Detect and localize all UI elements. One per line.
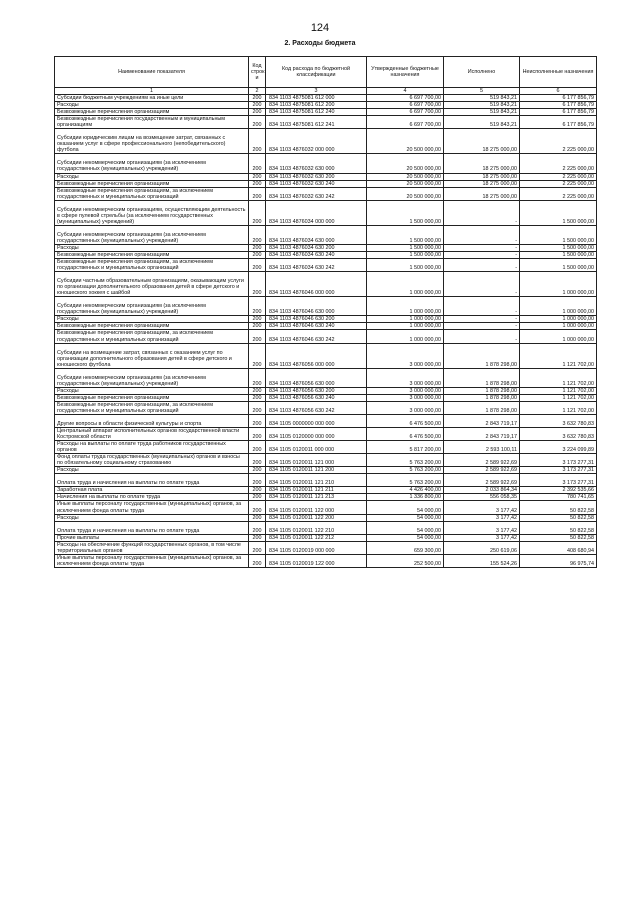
row-classification: 834 1105 0120011 121 000 — [266, 454, 367, 467]
row-unexecuted: 1 121 702,00 — [520, 368, 597, 387]
row-name: Субсидии некоммерческим организациям, осуществляющим деятельность в сфере пулевой стрельбы (за исключением государственных (муниципальных) учреждений) — [55, 200, 249, 225]
table-body — [55, 95, 597, 568]
row-code: 200 — [249, 272, 266, 297]
column-number: 5 — [444, 88, 520, 95]
row-executed: 18 275 000,00 — [444, 180, 520, 187]
row-executed: - — [444, 316, 520, 323]
row-classification: 834 1105 0120011 122 212 — [266, 534, 367, 541]
row-code: 200 — [249, 474, 266, 487]
row-classification: 834 1103 4875081 612 240 — [266, 109, 367, 116]
row-classification: 834 1103 4876034 630 242 — [266, 259, 367, 272]
row-unexecuted: 1 500 000,00 — [520, 244, 597, 251]
row-name: Прочие выплаты — [55, 534, 249, 541]
table-row — [55, 116, 597, 129]
expenses-table — [54, 56, 597, 568]
table-row — [55, 494, 597, 501]
row-code: 200 — [249, 323, 266, 330]
row-unexecuted: 1 121 702,00 — [520, 401, 597, 414]
row-executed: - — [444, 323, 520, 330]
row-unexecuted: 2 225 000,00 — [520, 129, 597, 154]
header-row — [55, 57, 597, 88]
row-classification: 834 1103 4876034 630 240 — [266, 251, 367, 258]
table-row — [55, 200, 597, 225]
row-approved: 3 000 000,00 — [367, 368, 444, 387]
row-executed: 250 619,06 — [444, 541, 520, 554]
table-row — [55, 225, 597, 244]
row-code: 200 — [249, 173, 266, 180]
row-approved: 1 000 000,00 — [367, 316, 444, 323]
row-classification: 834 1103 4876046 630 000 — [266, 297, 367, 316]
column-number: 4 — [367, 88, 444, 95]
row-code: 200 — [249, 368, 266, 387]
row-unexecuted: 3 224 099,89 — [520, 441, 597, 454]
row-executed: - — [444, 200, 520, 225]
row-name: Субсидии на возмещение затрат, связанных с оказанием услуг по организации дополнительного образования детей в сфере детского и юношеского футбола — [55, 343, 249, 368]
row-approved: 3 000 000,00 — [367, 401, 444, 414]
row-code: 200 — [249, 387, 266, 394]
row-executed: 2 589 922,69 — [444, 474, 520, 487]
table-row — [55, 330, 597, 343]
row-code: 200 — [249, 534, 266, 541]
row-executed: 3 177,42 — [444, 501, 520, 514]
table-row — [55, 180, 597, 187]
row-unexecuted: 50 822,58 — [520, 514, 597, 521]
row-name: Безвозмездные перечисления государственным и муниципальным организациям — [55, 116, 249, 129]
row-classification: 834 1103 4876056 630 000 — [266, 368, 367, 387]
table-row — [55, 109, 597, 116]
column-number: 6 — [520, 88, 597, 95]
row-approved: 1 000 000,00 — [367, 272, 444, 297]
row-unexecuted: 2 225 000,00 — [520, 187, 597, 200]
row-unexecuted: 96 975,74 — [520, 554, 597, 567]
row-name: Фонд оплаты труда государственных (муниципальных) органов и взносы по обязательному социальному страхованию — [55, 454, 249, 467]
row-name: Субсидии бюджетным учреждениям на иные цели — [55, 95, 249, 102]
row-approved: 20 500 000,00 — [367, 129, 444, 154]
row-unexecuted: 1 000 000,00 — [520, 316, 597, 323]
header-approved: Утвержденные бюджетные назначения — [367, 57, 444, 88]
row-code: 200 — [249, 251, 266, 258]
row-name: Безвозмездные перечисления организациям — [55, 180, 249, 187]
table-row — [55, 541, 597, 554]
row-unexecuted: 6 177 856,79 — [520, 95, 597, 102]
row-approved: 1 000 000,00 — [367, 330, 444, 343]
row-classification: 834 1103 4876034 630 000 — [266, 225, 367, 244]
header-classification: Код расхода по бюджетной классификации — [266, 57, 367, 88]
row-approved: 252 500,00 — [367, 554, 444, 567]
table-row — [55, 514, 597, 521]
table-row — [55, 454, 597, 467]
row-code: 200 — [249, 441, 266, 454]
row-approved: 1 500 000,00 — [367, 225, 444, 244]
row-name: Оплата труда и начисления на выплаты по оплате труда — [55, 521, 249, 534]
table-row — [55, 368, 597, 387]
row-name: Безвозмездные перечисления организациям, за исключением государственных и муниципальных организаций — [55, 259, 249, 272]
row-name: Расходы на выплаты по оплате труда работников государственных органов — [55, 441, 249, 454]
row-executed: 18 275 000,00 — [444, 129, 520, 154]
row-code: 200 — [249, 180, 266, 187]
row-code: 200 — [249, 102, 266, 109]
row-name: Расходы — [55, 387, 249, 394]
row-code: 200 — [249, 414, 266, 427]
row-executed: - — [444, 330, 520, 343]
row-classification: 834 1103 4876032 000 000 — [266, 129, 367, 154]
row-classification: 834 1103 4875081 612 241 — [266, 116, 367, 129]
row-unexecuted: 1 500 000,00 — [520, 225, 597, 244]
row-classification: 834 1103 4876046 630 240 — [266, 323, 367, 330]
row-name: Безвозмездные перечисления организациям — [55, 394, 249, 401]
row-unexecuted: 2 225 000,00 — [520, 173, 597, 180]
table-row — [55, 154, 597, 173]
row-name: Безвозмездные перечисления организациям, за исключением государственных и муниципальных организаций — [55, 187, 249, 200]
row-code: 200 — [249, 541, 266, 554]
row-code: 200 — [249, 330, 266, 343]
row-unexecuted: 2 225 000,00 — [520, 154, 597, 173]
table-row — [55, 387, 597, 394]
row-approved: 54 000,00 — [367, 534, 444, 541]
row-executed: 1 878 298,00 — [444, 368, 520, 387]
row-name: Субсидии частным образовательным организациям, оказывающим услуги по организации дополнительного образования детей в сфере детского и юношеского хоккея с шайбой — [55, 272, 249, 297]
table-row — [55, 251, 597, 258]
row-executed: 519 843,21 — [444, 109, 520, 116]
section-title: 2. Расходы бюджета — [284, 40, 356, 47]
table-row — [55, 102, 597, 109]
row-approved: 5 817 200,00 — [367, 441, 444, 454]
row-executed: 519 843,21 — [444, 102, 520, 109]
row-executed: 18 275 000,00 — [444, 173, 520, 180]
table-row — [55, 187, 597, 200]
row-code: 200 — [249, 109, 266, 116]
column-number-row — [55, 88, 597, 95]
row-unexecuted: 50 822,58 — [520, 521, 597, 534]
row-name: Другие вопросы в области физической культуры и спорта — [55, 414, 249, 427]
row-approved: 54 000,00 — [367, 514, 444, 521]
row-approved: 6 476 500,00 — [367, 414, 444, 427]
row-unexecuted: 1 500 000,00 — [520, 259, 597, 272]
table-row — [55, 474, 597, 487]
row-classification: 834 1105 0120011 121 210 — [266, 474, 367, 487]
row-name: Расходы — [55, 316, 249, 323]
row-code: 200 — [249, 401, 266, 414]
table-row — [55, 259, 597, 272]
row-code: 200 — [249, 394, 266, 401]
row-classification: 834 1105 0120011 122 000 — [266, 501, 367, 514]
row-name: Центральный аппарат исполнительных органов государственной власти Костромской области — [55, 428, 249, 441]
row-unexecuted: 1 000 000,00 — [520, 297, 597, 316]
row-code: 200 — [249, 129, 266, 154]
row-unexecuted: 1 000 000,00 — [520, 272, 597, 297]
row-classification: 834 1103 4876046 630 242 — [266, 330, 367, 343]
row-name: Расходы на обеспечение функций государственных органов, в том числе территориальных органов — [55, 541, 249, 554]
row-classification: 834 1103 4876034 630 200 — [266, 244, 367, 251]
row-approved: 6 697 700,00 — [367, 95, 444, 102]
row-unexecuted: 6 177 856,79 — [520, 116, 597, 129]
row-classification: 834 1105 0120019 122 000 — [266, 554, 367, 567]
row-name: Субсидии некоммерческим организациям (за исключением государственных (муниципальных) учреждений) — [55, 368, 249, 387]
row-classification: 834 1105 0120000 000 000 — [266, 428, 367, 441]
row-executed: 1 878 298,00 — [444, 394, 520, 401]
row-name: Субсидии юридическим лицам на возмещение затрат, связанных с оказанием услуг в сфере профессионального (непобедительского) футбола — [55, 129, 249, 154]
row-unexecuted: 408 680,94 — [520, 541, 597, 554]
table-row — [55, 487, 597, 494]
row-approved: 6 697 700,00 — [367, 109, 444, 116]
row-executed: 2 593 100,11 — [444, 441, 520, 454]
row-name: Безвозмездные перечисления организациям, за исключением государственных и муниципальных организаций — [55, 330, 249, 343]
header-code: Код строк и — [249, 57, 266, 88]
row-unexecuted: 3 173 277,31 — [520, 454, 597, 467]
table-row — [55, 394, 597, 401]
row-classification: 834 1105 0120019 000 000 — [266, 541, 367, 554]
row-classification: 834 1103 4875081 612 000 — [266, 95, 367, 102]
table-row — [55, 554, 597, 567]
row-classification: 834 1105 0120011 122 200 — [266, 514, 367, 521]
row-approved: 1 000 000,00 — [367, 323, 444, 330]
table-row — [55, 316, 597, 323]
row-executed: - — [444, 272, 520, 297]
row-unexecuted: 1 121 702,00 — [520, 394, 597, 401]
row-code: 200 — [249, 297, 266, 316]
row-unexecuted: 1 500 000,00 — [520, 200, 597, 225]
row-approved: 3 000 000,00 — [367, 387, 444, 394]
row-name: Заработная плата — [55, 487, 249, 494]
row-unexecuted: 2 225 000,00 — [520, 180, 597, 187]
table-row — [55, 534, 597, 541]
row-code: 200 — [249, 225, 266, 244]
row-unexecuted: 3 632 780,83 — [520, 428, 597, 441]
row-classification: 834 1103 4876046 000 000 — [266, 272, 367, 297]
row-classification: 834 1105 0120011 121 200 — [266, 467, 367, 474]
row-approved: 6 697 700,00 — [367, 116, 444, 129]
row-code: 200 — [249, 244, 266, 251]
table-row — [55, 501, 597, 514]
row-executed: 2 033 864,34 — [444, 487, 520, 494]
row-approved: 1 500 000,00 — [367, 259, 444, 272]
row-approved: 5 763 200,00 — [367, 474, 444, 487]
row-name: Субсидии некоммерческим организациям (за исключением государственных (муниципальных) учреждений) — [55, 225, 249, 244]
row-classification: 834 1103 4876056 630 242 — [266, 401, 367, 414]
row-name: Оплата труда и начисления на выплаты по оплате труда — [55, 474, 249, 487]
header-name: Наименование показателя — [55, 57, 249, 88]
row-unexecuted: 1 121 702,00 — [520, 387, 597, 394]
row-approved: 20 500 000,00 — [367, 173, 444, 180]
row-executed: 155 524,26 — [444, 554, 520, 567]
row-approved: 4 426 400,00 — [367, 487, 444, 494]
header-unexecuted: Неисполненные назначения — [520, 57, 597, 88]
table-row — [55, 467, 597, 474]
table-row — [55, 401, 597, 414]
row-executed: - — [444, 244, 520, 251]
row-approved: 1 500 000,00 — [367, 200, 444, 225]
row-name: Безвозмездные перечисления организациям — [55, 109, 249, 116]
row-executed: 1 878 298,00 — [444, 343, 520, 368]
row-code: 200 — [249, 316, 266, 323]
row-executed: 2 589 922,69 — [444, 467, 520, 474]
row-executed: 1 878 298,00 — [444, 401, 520, 414]
row-name: Иные выплаты персоналу государственных (муниципальных) органов, за исключением фонда оплаты труда — [55, 501, 249, 514]
row-executed: 18 275 000,00 — [444, 187, 520, 200]
row-name: Расходы — [55, 467, 249, 474]
row-name: Безвозмездные перечисления организациям, за исключением государственных и муниципальных организаций — [55, 401, 249, 414]
row-executed: 3 177,42 — [444, 514, 520, 521]
row-name: Безвозмездные перечисления организациям — [55, 251, 249, 258]
row-executed: 556 058,35 — [444, 494, 520, 501]
row-classification: 834 1103 4876034 000 000 — [266, 200, 367, 225]
row-name: Субсидии некоммерческим организациям (за исключением государственных (муниципальных) учреждений) — [55, 154, 249, 173]
row-executed: 1 878 298,00 — [444, 387, 520, 394]
row-name: Безвозмездные перечисления организациям — [55, 323, 249, 330]
row-unexecuted: 6 177 856,79 — [520, 102, 597, 109]
table-row — [55, 173, 597, 180]
row-classification: 834 1105 0000000 000 000 — [266, 414, 367, 427]
row-code: 200 — [249, 454, 266, 467]
row-unexecuted: 780 741,65 — [520, 494, 597, 501]
row-approved: 1 000 000,00 — [367, 297, 444, 316]
table-row — [55, 297, 597, 316]
row-unexecuted: 1 000 000,00 — [520, 330, 597, 343]
row-executed: 2 589 922,69 — [444, 454, 520, 467]
row-executed: 18 275 000,00 — [444, 154, 520, 173]
row-unexecuted: 50 822,58 — [520, 534, 597, 541]
row-code: 200 — [249, 501, 266, 514]
row-approved: 3 000 000,00 — [367, 343, 444, 368]
row-code: 200 — [249, 95, 266, 102]
row-code: 200 — [249, 187, 266, 200]
row-unexecuted: 3 173 277,31 — [520, 467, 597, 474]
row-approved: 659 300,00 — [367, 541, 444, 554]
row-approved: 20 500 000,00 — [367, 180, 444, 187]
row-name: Иные выплаты персоналу государственных (муниципальных) органов, за исключением фонда оплаты труда — [55, 554, 249, 567]
row-approved: 3 000 000,00 — [367, 394, 444, 401]
row-name: Начисления на выплаты по оплате труда — [55, 494, 249, 501]
row-classification: 834 1105 0120011 121 211 — [266, 487, 367, 494]
row-classification: 834 1103 4876056 630 240 — [266, 394, 367, 401]
row-classification: 834 1103 4875081 612 200 — [266, 102, 367, 109]
header-executed: Исполнено — [444, 57, 520, 88]
row-code: 200 — [249, 467, 266, 474]
row-unexecuted: 3 173 277,31 — [520, 474, 597, 487]
row-classification: 834 1105 0120011 121 213 — [266, 494, 367, 501]
column-number: 2 — [249, 88, 266, 95]
row-name: Расходы — [55, 102, 249, 109]
row-name: Расходы — [55, 173, 249, 180]
row-code: 200 — [249, 259, 266, 272]
row-executed: - — [444, 251, 520, 258]
row-classification: 834 1103 4876032 630 200 — [266, 173, 367, 180]
row-unexecuted: 50 822,58 — [520, 501, 597, 514]
row-approved: 54 000,00 — [367, 521, 444, 534]
row-executed: - — [444, 259, 520, 272]
row-code: 200 — [249, 343, 266, 368]
row-code: 200 — [249, 154, 266, 173]
row-classification: 834 1103 4876056 000 000 — [266, 343, 367, 368]
row-executed: - — [444, 225, 520, 244]
table-row — [55, 244, 597, 251]
page-number: 124 — [310, 22, 330, 34]
row-code: 200 — [249, 521, 266, 534]
row-approved: 1 500 000,00 — [367, 251, 444, 258]
row-executed: 519 843,21 — [444, 95, 520, 102]
table-row — [55, 343, 597, 368]
row-code: 200 — [249, 487, 266, 494]
row-executed: - — [444, 297, 520, 316]
row-classification: 834 1103 4876046 630 200 — [266, 316, 367, 323]
row-approved: 5 763 200,00 — [367, 467, 444, 474]
row-executed: 2 843 719,17 — [444, 428, 520, 441]
row-code: 200 — [249, 428, 266, 441]
row-name: Субсидии некоммерческим организациям (за исключением государственных (муниципальных) учреждений) — [55, 297, 249, 316]
row-approved: 6 476 500,00 — [367, 428, 444, 441]
row-approved: 1 336 800,00 — [367, 494, 444, 501]
row-unexecuted: 2 392 535,66 — [520, 487, 597, 494]
row-approved: 6 697 700,00 — [367, 102, 444, 109]
row-classification: 834 1103 4876032 630 000 — [266, 154, 367, 173]
table-row — [55, 414, 597, 427]
table-row — [55, 95, 597, 102]
table-row — [55, 441, 597, 454]
row-code: 200 — [249, 200, 266, 225]
column-number: 3 — [266, 88, 367, 95]
row-executed: 2 843 719,17 — [444, 414, 520, 427]
row-classification: 834 1103 4876032 630 242 — [266, 187, 367, 200]
row-name: Расходы — [55, 244, 249, 251]
row-executed: 3 177,42 — [444, 521, 520, 534]
row-classification: 834 1103 4876056 630 200 — [266, 387, 367, 394]
row-approved: 1 500 000,00 — [367, 244, 444, 251]
column-number: 1 — [55, 88, 249, 95]
row-unexecuted: 1 500 000,00 — [520, 251, 597, 258]
table-row — [55, 323, 597, 330]
row-approved: 20 500 000,00 — [367, 187, 444, 200]
row-unexecuted: 1 000 000,00 — [520, 323, 597, 330]
row-executed: 519 843,21 — [444, 116, 520, 129]
row-name: Расходы — [55, 514, 249, 521]
row-code: 200 — [249, 116, 266, 129]
row-code: 200 — [249, 554, 266, 567]
row-unexecuted: 1 121 702,00 — [520, 343, 597, 368]
row-approved: 20 500 000,00 — [367, 154, 444, 173]
row-unexecuted: 6 177 856,79 — [520, 109, 597, 116]
row-approved: 54 000,00 — [367, 501, 444, 514]
row-classification: 834 1105 0120011 000 000 — [266, 441, 367, 454]
row-code: 200 — [249, 514, 266, 521]
row-approved: 5 763 200,00 — [367, 454, 444, 467]
table-row — [55, 272, 597, 297]
row-classification: 834 1103 4876032 630 240 — [266, 180, 367, 187]
row-executed: 3 177,42 — [444, 534, 520, 541]
table-row — [55, 129, 597, 154]
table-row — [55, 521, 597, 534]
row-code: 200 — [249, 494, 266, 501]
row-classification: 834 1105 0120011 122 210 — [266, 521, 367, 534]
table-row — [55, 428, 597, 441]
row-unexecuted: 3 632 780,83 — [520, 414, 597, 427]
